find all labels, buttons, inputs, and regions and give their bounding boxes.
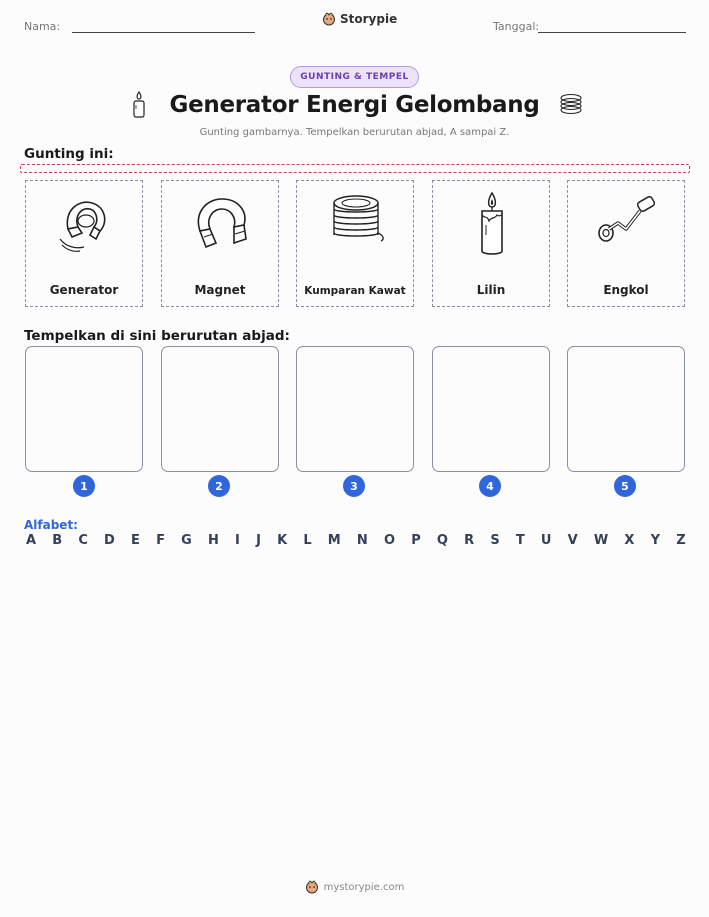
alphabet-letter: C (78, 533, 88, 548)
cut-card-wire-coil[interactable] (296, 180, 414, 307)
paste-box-1[interactable] (25, 346, 143, 472)
cut-section-label: Gunting ini: (24, 146, 114, 162)
alphabet-letter: F (156, 533, 165, 548)
alphabet-letter: A (26, 533, 37, 548)
name-field[interactable] (72, 32, 255, 33)
alphabet-letter: E (131, 533, 140, 548)
alphabet-letter: G (181, 533, 192, 548)
paste-section-label: Tempelkan di sini berurutan abjad: (24, 328, 290, 344)
alphabet-letter: Z (676, 533, 686, 548)
alphabet-label: Alfabet: (24, 518, 78, 532)
cut-line (20, 164, 690, 173)
storypie-logo-icon (305, 880, 319, 894)
name-label: Nama: (24, 20, 61, 33)
page-title: Generator Energi Gelombang (169, 92, 540, 118)
slot-number: 2 (208, 475, 230, 497)
wire-coil-icon (558, 90, 584, 120)
date-label: Tanggal: (493, 20, 540, 33)
alphabet-letter: N (356, 533, 368, 548)
paste-box-5[interactable] (567, 346, 685, 472)
candle-icon (126, 90, 152, 120)
alphabet-letter: V (567, 533, 578, 548)
cut-card-crank[interactable] (567, 180, 685, 307)
candle-icon (457, 189, 527, 259)
cut-card-generator[interactable] (25, 180, 143, 307)
date-field[interactable] (538, 32, 686, 33)
paste-box-4[interactable] (432, 346, 550, 472)
alphabet-letter: Q (436, 533, 448, 548)
paste-box-2[interactable] (161, 346, 279, 472)
paste-box-3[interactable] (296, 346, 414, 472)
slot-number: 4 (479, 475, 501, 497)
alphabet-letter: P (411, 533, 421, 548)
crank-icon (592, 189, 662, 259)
alphabet-letter: U (540, 533, 552, 548)
alphabet-letter: H (207, 533, 219, 548)
card-label: Lilin (476, 283, 506, 297)
alphabet-letter: Y (650, 533, 661, 548)
alphabet-letter: T (515, 533, 525, 548)
footer-url: mystorypie.com (323, 881, 405, 893)
brand-name: Storypie (340, 12, 398, 26)
generator-icon (50, 189, 120, 259)
brand (322, 12, 397, 26)
activity-type-badge: GUNTING & TEMPEL (290, 66, 419, 88)
card-label: Kumparan Kawat (304, 285, 406, 297)
alphabet-letter: X (624, 533, 635, 548)
instructions: Gunting gambarnya. Tempelkan berurutan abjad, A sampai Z. (199, 127, 510, 138)
alphabet-letter: B (52, 533, 63, 548)
title-row (0, 90, 709, 120)
card-label: Magnet (194, 283, 246, 297)
alphabet-letter: S (490, 533, 500, 548)
alphabet-row (26, 533, 686, 548)
slot-number: 5 (614, 475, 636, 497)
alphabet-letter: J (256, 533, 261, 548)
storypie-logo-icon (322, 12, 336, 26)
card-label: Engkol (603, 283, 649, 297)
alphabet-letter: W (593, 533, 609, 548)
alphabet-letter: M (327, 533, 341, 548)
alphabet-letter: I (235, 533, 240, 548)
alphabet-letter: R (464, 533, 475, 548)
magnet-icon (186, 189, 256, 259)
alphabet-letter: O (383, 533, 396, 548)
cut-card-magnet[interactable] (161, 180, 279, 307)
alphabet-letter: L (303, 533, 312, 548)
slot-number: 1 (73, 475, 95, 497)
card-label: Generator (49, 283, 119, 297)
alphabet-letter: D (104, 533, 115, 548)
alphabet-letter: K (277, 533, 288, 548)
wire-coil-icon (321, 189, 391, 259)
slot-number: 3 (343, 475, 365, 497)
footer (0, 880, 709, 894)
cut-card-candle[interactable] (432, 180, 550, 307)
